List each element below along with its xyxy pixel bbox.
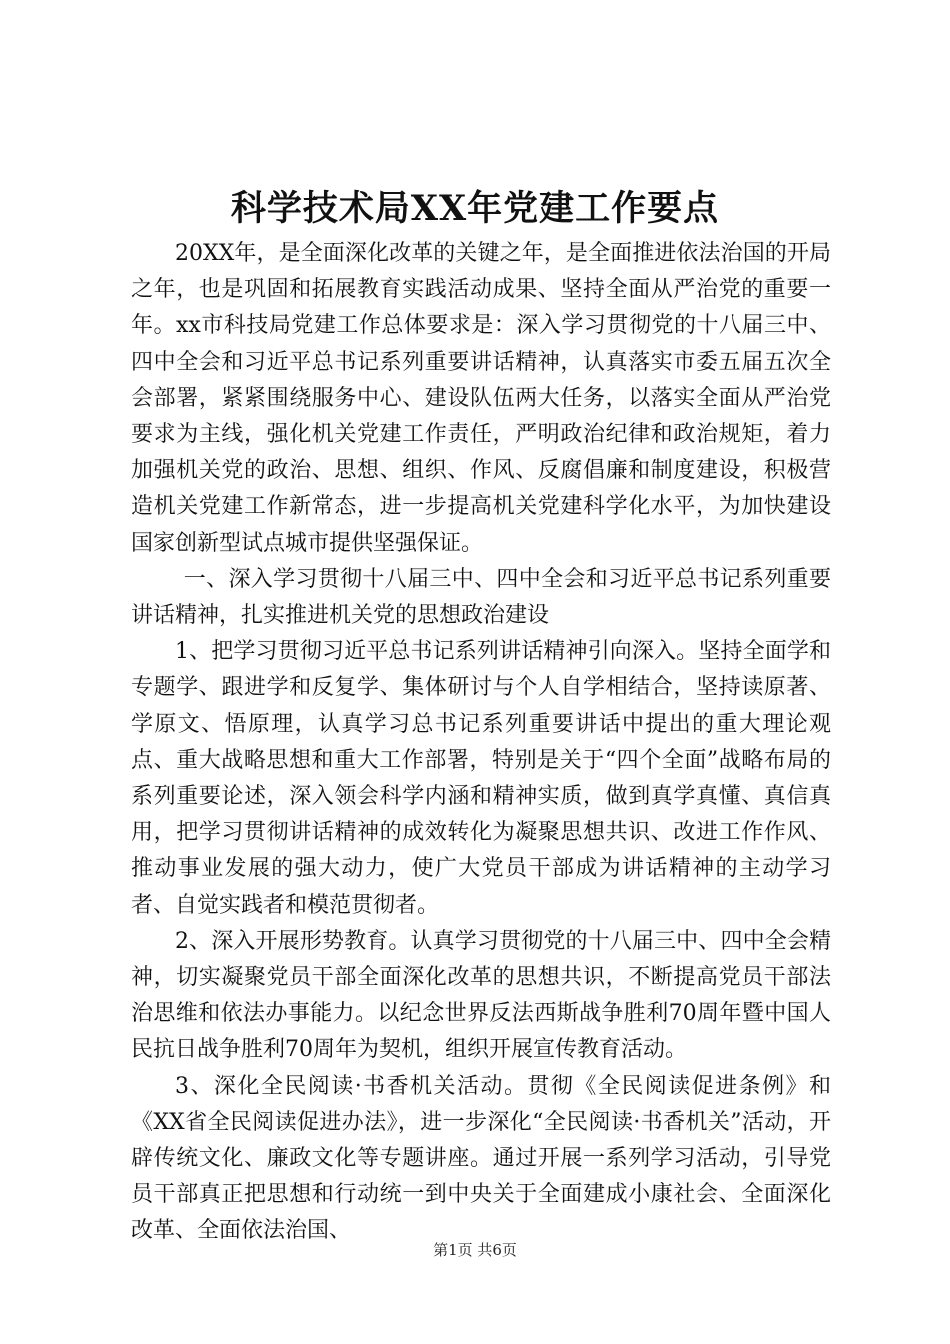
paragraph-intro: 20XX年，是全面深化改革的关键之年，是全面推进依法治国的开局之年，也是巩固和拓展教育实践活动成果、坚持全面从严治党的重要一年。xx市科技局党建工作总体要求是：深入学习贯彻党的十八届三中、四中全会和习近平总书记系列重要讲话精神，认真落实市委五届五次全会部署，紧紧围绕服务中心、建设队伍两大任务，以落实全面从严治党要求为主线，强化机关党建工作责任，严明政治纪律和政治规矩，着力加强机关党的政治、思想、组织、作风、反腐倡廉和制度建设，积极营造机关党建工作新常态，进一步提高机关党建科学化水平，为加快建设国家创新型试点城市提供坚强保证。 <box>131 241 831 556</box>
section-heading-1: 一、深入学习贯彻十八届三中、四中全会和习近平总书记系列重要讲话精神，扎实推进机关党的思想政治建设 <box>131 566 831 629</box>
paragraph-item-3: 3、深化全民阅读·书香机关活动。贯彻《全民阅读促进条例》和《XX省全民阅读促进办法》，进一步深化“全民阅读·书香机关”活动，开辟传统文化、廉政文化等专题讲座。通过开展一系列学习活动，引导党员干部真正把思想和行动统一到中央关于全面建成小康社会、全面深化改革、全面依法治国、 <box>131 1073 831 1244</box>
document-title: 科学技术局XX年党建工作要点 <box>230 188 720 229</box>
document-body <box>131 236 831 1250</box>
paragraph-item-2: 2、深入开展形势教育。认真学习贯彻党的十八届三中、四中全会精神，切实凝聚党员干部全面深化改革的思想共识，不断提高党员干部法治思维和依法办事能力。以纪念世界反法西斯战争胜利70周年暨中国人民抗日战争胜利70周年为契机，组织开展宣传教育活动。 <box>131 928 831 1063</box>
paragraph-item-1: 1、把学习贯彻习近平总书记系列讲话精神引向深入。坚持全面学和专题学、跟进学和反复学、集体研讨与个人自学相结合，坚持读原著、学原文、悟原理，认真学习总书记系列重要讲话中提出的重大理论观点、重大战略思想和重大工作部署，特别是关于“四个全面”战略布局的系列重要论述，深入领会科学内涵和精神实质，做到真学真懂、真信真用，把学习贯彻讲话精神的成效转化为凝聚思想共识、改进工作作风、推动事业发展的强大动力，使广大党员干部成为讲话精神的主动学习者、自觉实践者和模范贯彻者。 <box>131 639 831 918</box>
page-footer: 第1页 共6页 <box>433 1241 517 1259</box>
